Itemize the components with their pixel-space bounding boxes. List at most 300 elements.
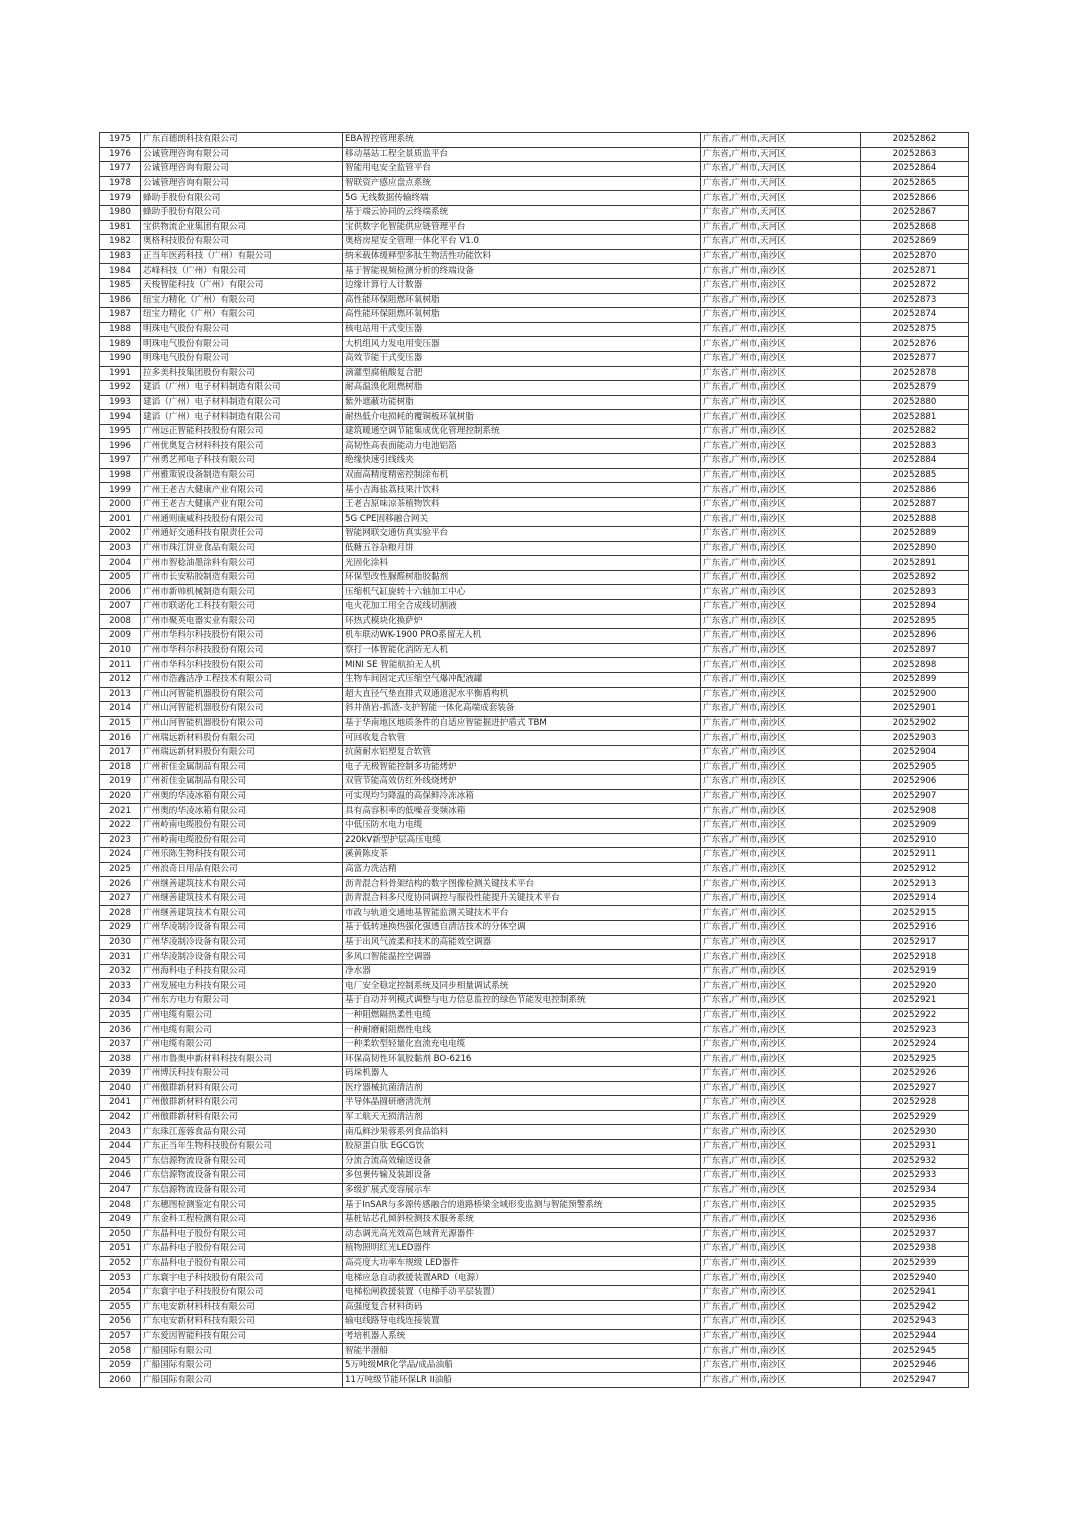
code-cell: 20252945 [861,1344,969,1359]
company-name-cell: 广州远正智能科技股份有限公司 [141,424,343,439]
row-number-cell: 1991 [100,366,141,381]
product-name-cell: 基小吉海盐荔枝果汁饮料 [343,483,701,498]
product-name-cell: 环热式模块化换萨炉 [343,614,701,629]
row-number-cell: 1983 [100,249,141,264]
code-cell: 20252915 [861,906,969,921]
region-cell: 广东省,广州市,南沙区 [701,862,861,877]
code-cell: 20252913 [861,877,969,892]
code-cell: 20252880 [861,395,969,410]
region-cell: 广东省,广州市,南沙区 [701,935,861,950]
region-cell: 广东省,广州市,南沙区 [701,979,861,994]
product-name-cell: 斜井凿岩-抓渣-支护智能一体化高端成套装备 [343,702,701,717]
code-cell: 20252873 [861,293,969,308]
code-cell: 20252900 [861,687,969,702]
row-number-cell: 2048 [100,1198,141,1213]
product-name-cell: 紫外遮蔽功能树脂 [343,395,701,410]
company-name-cell: 奥格科技股份有限公司 [141,235,343,250]
code-cell: 20252877 [861,351,969,366]
region-cell: 广东省,广州市,南沙区 [701,541,861,556]
code-cell: 20252888 [861,512,969,527]
table-row [100,366,969,381]
product-name-cell: 电梯应急自动救援装置ARD（电源） [343,1271,701,1286]
product-name-cell: 王老吉原味凉茶植物饮料 [343,497,701,512]
code-cell: 20252879 [861,381,969,396]
code-cell: 20252916 [861,921,969,936]
company-name-cell: 广州海科电子科技有限公司 [141,964,343,979]
company-name-cell: 广州市智稔油墨涂料有限公司 [141,556,343,571]
product-name-cell: 多风口智能温控空调器 [343,950,701,965]
company-name-cell: 广州奥的华凌冰箱有限公司 [141,804,343,819]
table-row [100,1256,969,1271]
code-cell: 20252870 [861,249,969,264]
row-number-cell: 1988 [100,322,141,337]
code-cell: 20252871 [861,264,969,279]
table-row [100,395,969,410]
row-number-cell: 2008 [100,614,141,629]
table-row [100,1315,969,1330]
region-cell: 广东省,广州市,南沙区 [701,1169,861,1184]
row-number-cell: 1995 [100,424,141,439]
code-cell: 20252925 [861,1052,969,1067]
table-row [100,235,969,250]
row-number-cell: 2025 [100,862,141,877]
product-name-cell: 溪黄陈皮茶 [343,848,701,863]
row-number-cell: 2002 [100,527,141,542]
row-number-cell: 2046 [100,1169,141,1184]
product-name-cell: 基于智能视频检测分析的终端设备 [343,264,701,279]
code-cell: 20252931 [861,1139,969,1154]
product-name-cell: 沥青混合料多尺度协同调控与服役性能提升关键技术平台 [343,891,701,906]
table-row [100,541,969,556]
row-number-cell: 2040 [100,1081,141,1096]
row-number-cell: 2000 [100,497,141,512]
company-name-cell: 纽宝力精化（广州）有限公司 [141,293,343,308]
table-row [100,454,969,469]
table-row [100,1271,969,1286]
row-number-cell: 2011 [100,658,141,673]
product-name-cell: 南瓜鲜沙果蓉系列食品馅料 [343,1125,701,1140]
region-cell: 广东省,广州市,南沙区 [701,614,861,629]
code-cell: 20252872 [861,278,969,293]
table-row [100,731,969,746]
row-number-cell: 2024 [100,848,141,863]
product-name-cell: EBA智控管理系统 [343,133,701,148]
product-name-cell: 环保型改性脲醛树脂胶黏剂 [343,570,701,585]
region-cell: 广东省,广州市,南沙区 [701,556,861,571]
row-number-cell: 2028 [100,906,141,921]
region-cell: 广东省,广州市,南沙区 [701,1081,861,1096]
table-row [100,322,969,337]
code-cell: 20252862 [861,133,969,148]
row-number-cell: 2049 [100,1212,141,1227]
region-cell: 广东省,广州市,南沙区 [701,1227,861,1242]
region-cell: 广东省,广州市,南沙区 [701,716,861,731]
row-number-cell: 2051 [100,1242,141,1257]
product-name-cell: 具有高容积率的低噪音变频冰箱 [343,804,701,819]
product-name-cell: 电梯松闸救援装置（电梯手动平层装置） [343,1285,701,1300]
row-number-cell: 2033 [100,979,141,994]
row-number-cell: 1993 [100,395,141,410]
region-cell: 广东省,广州市,南沙区 [701,264,861,279]
table-row [100,497,969,512]
row-number-cell: 2039 [100,1067,141,1082]
table-row [100,833,969,848]
code-cell: 20252893 [861,585,969,600]
code-cell: 20252905 [861,760,969,775]
table-row [100,176,969,191]
row-number-cell: 2058 [100,1344,141,1359]
table-row [100,162,969,177]
row-number-cell: 2044 [100,1139,141,1154]
region-cell: 广东省,广州市,南沙区 [701,1183,861,1198]
code-cell: 20252907 [861,789,969,804]
code-cell: 20252869 [861,235,969,250]
product-name-cell: 5G CPE固移融合网关 [343,512,701,527]
company-name-cell: 建滔（广州）电子材料制造有限公司 [141,395,343,410]
table-body [100,133,969,1388]
product-name-cell: 基于InSAR与多源传感融合的道路桥梁全域形变监测与智能预警系统 [343,1198,701,1213]
code-cell: 20252918 [861,950,969,965]
region-cell: 广东省,广州市,南沙区 [701,964,861,979]
region-cell: 广东省,广州市,南沙区 [701,278,861,293]
company-name-cell: 广东百德朗科技有限公司 [141,133,343,148]
row-number-cell: 1982 [100,235,141,250]
region-cell: 广东省,广州市,南沙区 [701,468,861,483]
region-cell: 广东省,广州市,南沙区 [701,439,861,454]
product-name-cell: 胶原蛋白肽 EGCG饮 [343,1139,701,1154]
product-name-cell: 基于华南地区地质条件的自适应智能掘进护盾式 TBM [343,716,701,731]
product-name-cell: 高富力洗洁精 [343,862,701,877]
code-cell: 20252884 [861,454,969,469]
company-name-cell: 广州乐陈生物科技有限公司 [141,848,343,863]
row-number-cell: 2035 [100,1008,141,1023]
company-name-cell: 广东正当年生物科技股份有限公司 [141,1139,343,1154]
company-name-cell: 广州市华科尔科技股份有限公司 [141,643,343,658]
region-cell: 广东省,广州市,南沙区 [701,454,861,469]
row-number-cell: 1985 [100,278,141,293]
company-name-cell: 广州市联诺化工科技有限公司 [141,600,343,615]
table-row [100,1212,969,1227]
region-cell: 广东省,广州市,南沙区 [701,600,861,615]
table-row [100,220,969,235]
code-cell: 20252899 [861,672,969,687]
region-cell: 广东省,广州市,南沙区 [701,848,861,863]
product-name-cell: 察打一体智能化消防无人机 [343,643,701,658]
product-name-cell: 边缘计算行人计数器 [343,278,701,293]
code-cell: 20252901 [861,702,969,717]
row-number-cell: 2042 [100,1110,141,1125]
row-number-cell: 1998 [100,468,141,483]
region-cell: 广东省,广州市,南沙区 [701,1198,861,1213]
region-cell: 广东省,广州市,南沙区 [701,775,861,790]
product-name-cell: 纳米载体缓释型多肽生物活性功能饮料 [343,249,701,264]
region-cell: 广东省,广州市,南沙区 [701,1125,861,1140]
table-row [100,512,969,527]
row-number-cell: 1997 [100,454,141,469]
code-cell: 20252934 [861,1183,969,1198]
table-row [100,1081,969,1096]
row-number-cell: 1994 [100,410,141,425]
table-row [100,672,969,687]
region-cell: 广东省,广州市,南沙区 [701,1037,861,1052]
code-cell: 20252919 [861,964,969,979]
region-cell: 广东省,广州市,南沙区 [701,585,861,600]
row-number-cell: 2001 [100,512,141,527]
company-name-cell: 明珠电气股份有限公司 [141,322,343,337]
code-cell: 20252933 [861,1169,969,1184]
code-cell: 20252876 [861,337,969,352]
product-name-cell: 智联资产感应盘点系统 [343,176,701,191]
row-number-cell: 1999 [100,483,141,498]
company-name-cell: 广州东方电力有限公司 [141,994,343,1009]
company-name-cell: 广州优奥复合材料科技有限公司 [141,439,343,454]
company-name-cell: 广东信源物流设备有限公司 [141,1183,343,1198]
region-cell: 广东省,广州市,天河区 [701,191,861,206]
code-cell: 20252932 [861,1154,969,1169]
row-number-cell: 2007 [100,600,141,615]
company-name-cell: 纽宝力精化（广州）有限公司 [141,308,343,323]
code-cell: 20252895 [861,614,969,629]
product-name-cell: 基于出风气流柔和技术的高能效空调器 [343,935,701,950]
region-cell: 广东省,广州市,南沙区 [701,395,861,410]
region-cell: 广东省,广州市,南沙区 [701,1358,861,1373]
company-name-cell: 广州华凌制冷设备有限公司 [141,950,343,965]
code-cell: 20252943 [861,1315,969,1330]
region-cell: 广东省,广州市,南沙区 [701,906,861,921]
row-number-cell: 2054 [100,1285,141,1300]
company-name-cell: 广东爱因智能科技有限公司 [141,1329,343,1344]
company-name-cell: 广东寰宇电子科技股份有限公司 [141,1271,343,1286]
product-name-cell: 宝供数字化智能供应链管理平台 [343,220,701,235]
product-name-cell: 中低压防水电力电缆 [343,818,701,833]
code-cell: 20252923 [861,1023,969,1038]
product-name-cell: 一种阻燃隔热柔性电缆 [343,1008,701,1023]
company-name-cell: 广州傲群新材料有限公司 [141,1110,343,1125]
code-cell: 20252891 [861,556,969,571]
table-row [100,249,969,264]
row-number-cell: 1977 [100,162,141,177]
code-cell: 20252885 [861,468,969,483]
company-name-cell: 广东电安新材料科技有限公司 [141,1315,343,1330]
table-row [100,570,969,585]
table-row [100,614,969,629]
table-row [100,658,969,673]
row-number-cell: 1979 [100,191,141,206]
table-row [100,556,969,571]
region-cell: 广东省,广州市,南沙区 [701,1139,861,1154]
company-name-cell: 广东穗图检测鉴定有限公司 [141,1198,343,1213]
product-name-cell: 滴灌型腐植酸复合肥 [343,366,701,381]
table-row [100,1139,969,1154]
product-name-cell: 建筑暖通空调节能集成优化管理控制系统 [343,424,701,439]
table-row [100,381,969,396]
product-name-cell: 输电线路导电线连接装置 [343,1315,701,1330]
table-row [100,1067,969,1082]
row-number-cell: 2037 [100,1037,141,1052]
company-name-cell: 宝供物流企业集团有限公司 [141,220,343,235]
region-cell: 广东省,广州市,南沙区 [701,1300,861,1315]
product-name-cell: 光固化涂料 [343,556,701,571]
row-number-cell: 2055 [100,1300,141,1315]
row-number-cell: 2003 [100,541,141,556]
code-cell: 20252912 [861,862,969,877]
region-cell: 广东省,广州市,南沙区 [701,687,861,702]
company-name-cell: 广州山河智能机器股份有限公司 [141,702,343,717]
code-cell: 20252896 [861,629,969,644]
code-cell: 20252906 [861,775,969,790]
row-number-cell: 2016 [100,731,141,746]
company-name-cell: 广船国际有限公司 [141,1358,343,1373]
company-name-cell: 广州瑞远新材料股份有限公司 [141,745,343,760]
company-name-cell: 广州市华科尔科技股份有限公司 [141,629,343,644]
product-name-cell: 高性能环保阻燃环氧树脂 [343,308,701,323]
company-name-cell: 广州祈佳金属制品有限公司 [141,760,343,775]
company-name-cell: 广州祈佳金属制品有限公司 [141,775,343,790]
region-cell: 广东省,广州市,南沙区 [701,1329,861,1344]
product-name-cell: 医疗器械抗菌清洁剂 [343,1081,701,1096]
company-name-cell: 广东晶科电子股份有限公司 [141,1256,343,1271]
code-cell: 20252894 [861,600,969,615]
row-number-cell: 2013 [100,687,141,702]
code-cell: 20252875 [861,322,969,337]
table-row [100,862,969,877]
code-cell: 20252889 [861,527,969,542]
row-number-cell: 1986 [100,293,141,308]
region-cell: 广东省,广州市,南沙区 [701,527,861,542]
product-name-cell: 植物照明红光LED器件 [343,1242,701,1257]
table-row [100,1183,969,1198]
code-cell: 20252887 [861,497,969,512]
product-name-cell: 大机组风力发电用变压器 [343,337,701,352]
code-cell: 20252868 [861,220,969,235]
product-name-cell: 高韧性高表面能动力电池铝箔 [343,439,701,454]
region-cell: 广东省,广州市,南沙区 [701,1271,861,1286]
code-cell: 20252928 [861,1096,969,1111]
company-name-cell: 广州发展电力科技有限公司 [141,979,343,994]
product-name-cell: 基桩钻芯孔倾斜检测技术服务系统 [343,1212,701,1227]
region-cell: 广东省,广州市,南沙区 [701,1008,861,1023]
region-cell: 广东省,广州市,南沙区 [701,994,861,1009]
company-name-cell: 蜂助手股份有限公司 [141,191,343,206]
table-row [100,1169,969,1184]
region-cell: 广东省,广州市,南沙区 [701,672,861,687]
table-row [100,1008,969,1023]
code-cell: 20252930 [861,1125,969,1140]
table-row [100,293,969,308]
code-cell: 20252935 [861,1198,969,1213]
company-name-cell: 拉多美科技集团股份有限公司 [141,366,343,381]
product-name-cell: 奥格房屋安全管理一体化平台 V1.0 [343,235,701,250]
company-name-cell: 广州博沃科技有限公司 [141,1067,343,1082]
product-name-cell: 5万吨级MR化学品/成品油船 [343,1358,701,1373]
region-cell: 广东省,广州市,南沙区 [701,1242,861,1257]
product-name-cell: 电火花加工用全合成线切割液 [343,600,701,615]
product-name-cell: 智能半潜船 [343,1344,701,1359]
company-name-cell: 公诚管理咨询有限公司 [141,162,343,177]
table-row [100,921,969,936]
table-row [100,1154,969,1169]
row-number-cell: 2023 [100,833,141,848]
code-cell: 20252911 [861,848,969,863]
code-cell: 20252921 [861,994,969,1009]
product-name-cell: 净水器 [343,964,701,979]
region-cell: 广东省,广州市,南沙区 [701,381,861,396]
table-row [100,1285,969,1300]
company-name-cell: 广州山河智能机器股份有限公司 [141,716,343,731]
region-cell: 广东省,广州市,南沙区 [701,950,861,965]
product-list-table [99,132,969,1388]
company-name-cell: 广州继善建筑技术有限公司 [141,877,343,892]
company-name-cell: 广州市浩鑫洁净工程技术有限公司 [141,672,343,687]
product-name-cell: 高亮度大功率车规级 LED器件 [343,1256,701,1271]
product-name-cell: 耐高温溴化阻燃树脂 [343,381,701,396]
company-name-cell: 广州奥的华凌冰箱有限公司 [141,789,343,804]
code-cell: 20252902 [861,716,969,731]
company-name-cell: 广东金科工程检测有限公司 [141,1212,343,1227]
region-cell: 广东省,广州市,南沙区 [701,308,861,323]
region-cell: 广东省,广州市,天河区 [701,133,861,148]
table-row [100,439,969,454]
code-cell: 20252926 [861,1067,969,1082]
company-name-cell: 广州电缆有限公司 [141,1023,343,1038]
row-number-cell: 2052 [100,1256,141,1271]
company-name-cell: 广东信源物流设备有限公司 [141,1154,343,1169]
region-cell: 广东省,广州市,南沙区 [701,410,861,425]
region-cell: 广东省,广州市,南沙区 [701,1256,861,1271]
table-row [100,629,969,644]
region-cell: 广东省,广州市,南沙区 [701,731,861,746]
code-cell: 20252864 [861,162,969,177]
region-cell: 广东省,广州市,南沙区 [701,877,861,892]
company-name-cell: 广州电缆有限公司 [141,1008,343,1023]
row-number-cell: 2032 [100,964,141,979]
code-cell: 20252898 [861,658,969,673]
code-cell: 20252937 [861,1227,969,1242]
product-name-cell: 可实现均匀降温的高保鲜冷冻冰箱 [343,789,701,804]
company-name-cell: 广州雅策锐设备制造有限公司 [141,468,343,483]
product-name-cell: 绝缘快速引线线夹 [343,454,701,469]
product-name-cell: 基于自动并列模式调整与电力信息监控的绿色节能发电控制系统 [343,994,701,1009]
region-cell: 广东省,广州市,南沙区 [701,1067,861,1082]
company-name-cell: 广东电安新材料科技有限公司 [141,1300,343,1315]
row-number-cell: 2004 [100,556,141,571]
region-cell: 广东省,广州市,南沙区 [701,351,861,366]
product-name-cell: 生物车间固定式压缩空气爆冲配液罐 [343,672,701,687]
region-cell: 广东省,广州市,南沙区 [701,1110,861,1125]
region-cell: 广东省,广州市,南沙区 [701,629,861,644]
row-number-cell: 2045 [100,1154,141,1169]
product-name-cell: 低糖五谷杂粮月饼 [343,541,701,556]
product-name-cell: 基于端云协同的云终端系统 [343,205,701,220]
table-row [100,527,969,542]
code-cell: 20252941 [861,1285,969,1300]
region-cell: 广东省,广州市,南沙区 [701,424,861,439]
row-number-cell: 2031 [100,950,141,965]
row-number-cell: 1976 [100,147,141,162]
region-cell: 广东省,广州市,南沙区 [701,643,861,658]
region-cell: 广东省,广州市,南沙区 [701,1315,861,1330]
product-name-cell: 智能用电安全监管平台 [343,162,701,177]
company-name-cell: 广州勇艺邦电子科技有限公司 [141,454,343,469]
table-row [100,994,969,1009]
region-cell: 广东省,广州市,天河区 [701,176,861,191]
product-name-cell: 军工航天无损清洁剂 [343,1110,701,1125]
company-name-cell: 广州岭南电缆股份有限公司 [141,818,343,833]
row-number-cell: 1990 [100,351,141,366]
table-row [100,191,969,206]
region-cell: 广东省,广州市,南沙区 [701,249,861,264]
row-number-cell: 2056 [100,1315,141,1330]
